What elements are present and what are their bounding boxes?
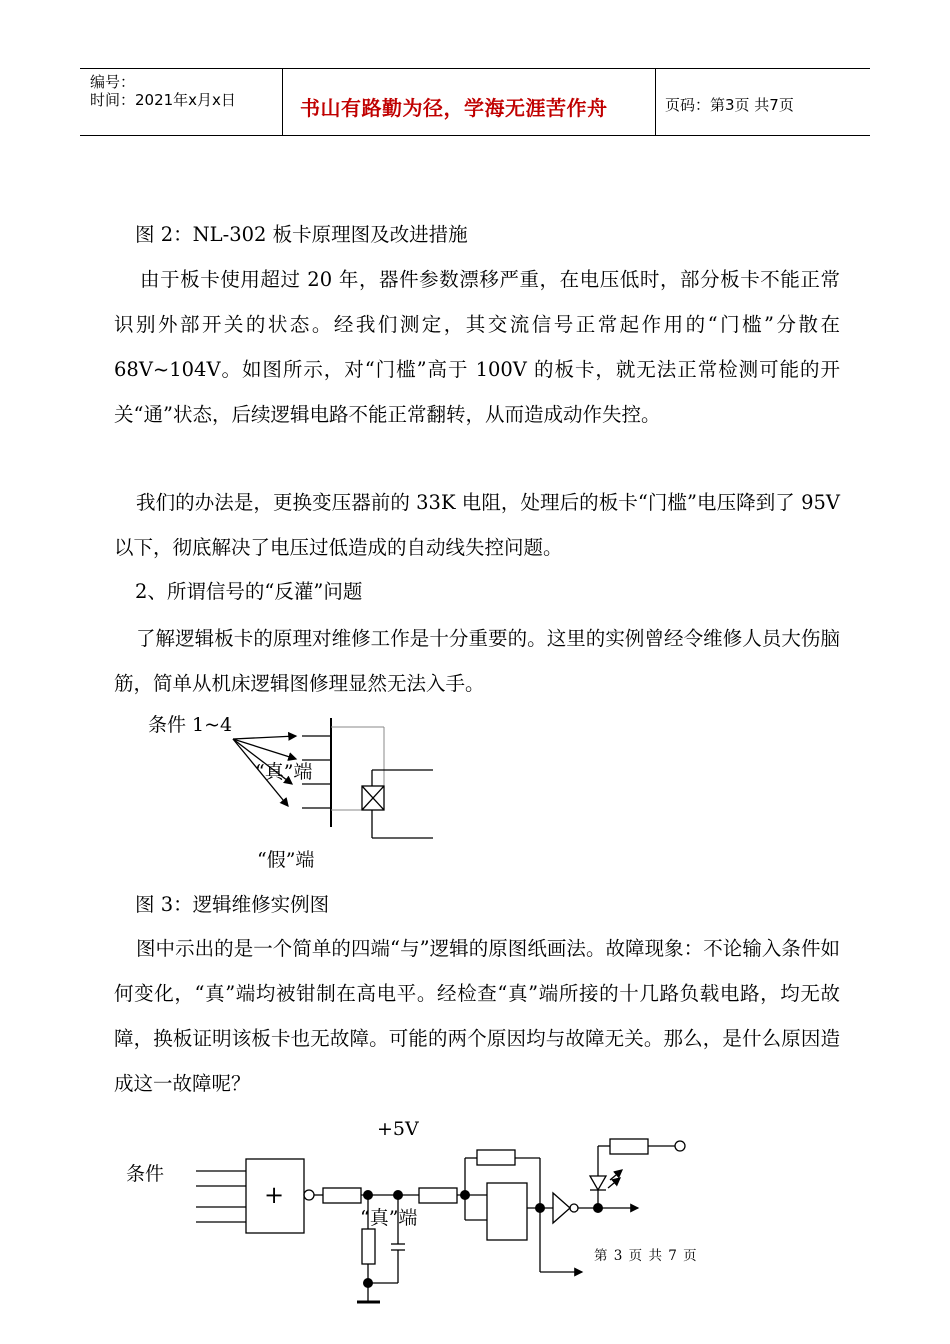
- paragraph-logic-board: 了解逻辑板卡的原理对维修工作是十分重要的。这里的实例曾经令维修人员大伤脑筋，简单从机床逻辑图修理显然无法入手。: [114, 627, 840, 695]
- paragraph-threshold-drift: 由于板卡使用超过 20 年，器件参数漂移严重，在电压低时，部分板卡不能正常识别外部开关的状态。经我们测定，其交流信号正常起作用的“门槛”分散在 68V~104V。如图所示，对“门槛”高于 100V 的板卡，就无法正常检测可能的开关“通”状态，后续逻辑电路不能正常翻转，从而造成动作失控。: [114, 268, 840, 426]
- diagram2-gate-symbol: +: [264, 1181, 285, 1209]
- header-motto: 书山有路勤为径，学海无涯苦作舟: [300, 96, 608, 120]
- section-2-heading: 2、所谓信号的“反灌”问题: [135, 580, 363, 603]
- paragraph-resistor-fix: 我们的办法是，更换变压器前的 33K 电阻，处理后的板卡“门槛”电压降到了 95V 以下，彻底解决了电压过低造成的自动线失控问题。: [114, 491, 840, 559]
- paragraph-fault-description: 图中示出的是一个简单的四端“与”逻辑的原图纸画法。故障现象：不论输入条件如何变化，“真”端均被钳制在高电平。经检查“真”端所接的十几路负载电路，均无故障，换板证明该板卡也无故障。可能的两个原因均与故障无关。那么，是什么原因造成这一故障呢？: [114, 937, 840, 1095]
- diagram1-false-terminal: “假”端: [257, 849, 315, 871]
- diagram2-conditions-label: 条件: [126, 1163, 165, 1185]
- diagram2-true-terminal: “真”端: [360, 1207, 418, 1229]
- header-bottom-rule: [80, 135, 870, 136]
- figure-3-caption: 图 3：逻辑维修实例图: [135, 893, 330, 916]
- header-divider-left: [282, 68, 283, 135]
- header-top-rule: [80, 68, 870, 69]
- header-divider-right: [655, 68, 656, 135]
- diagram2-supply-label: +5V: [377, 1118, 419, 1140]
- header-page-info: 页码：第3页 共7页: [665, 96, 794, 114]
- diagram1-true-terminal: “真”端: [255, 761, 313, 783]
- figure-2-caption: 图 2：NL-302 板卡原理图及改进措施: [135, 223, 468, 246]
- diagram1-conditions-label: 条件 1~4: [148, 714, 233, 736]
- header-number-label: 编号：: [90, 73, 136, 91]
- header-time-label: 时间：2021年x月x日: [90, 91, 236, 109]
- page-footer: 第 3 页 共 7 页: [594, 1248, 698, 1264]
